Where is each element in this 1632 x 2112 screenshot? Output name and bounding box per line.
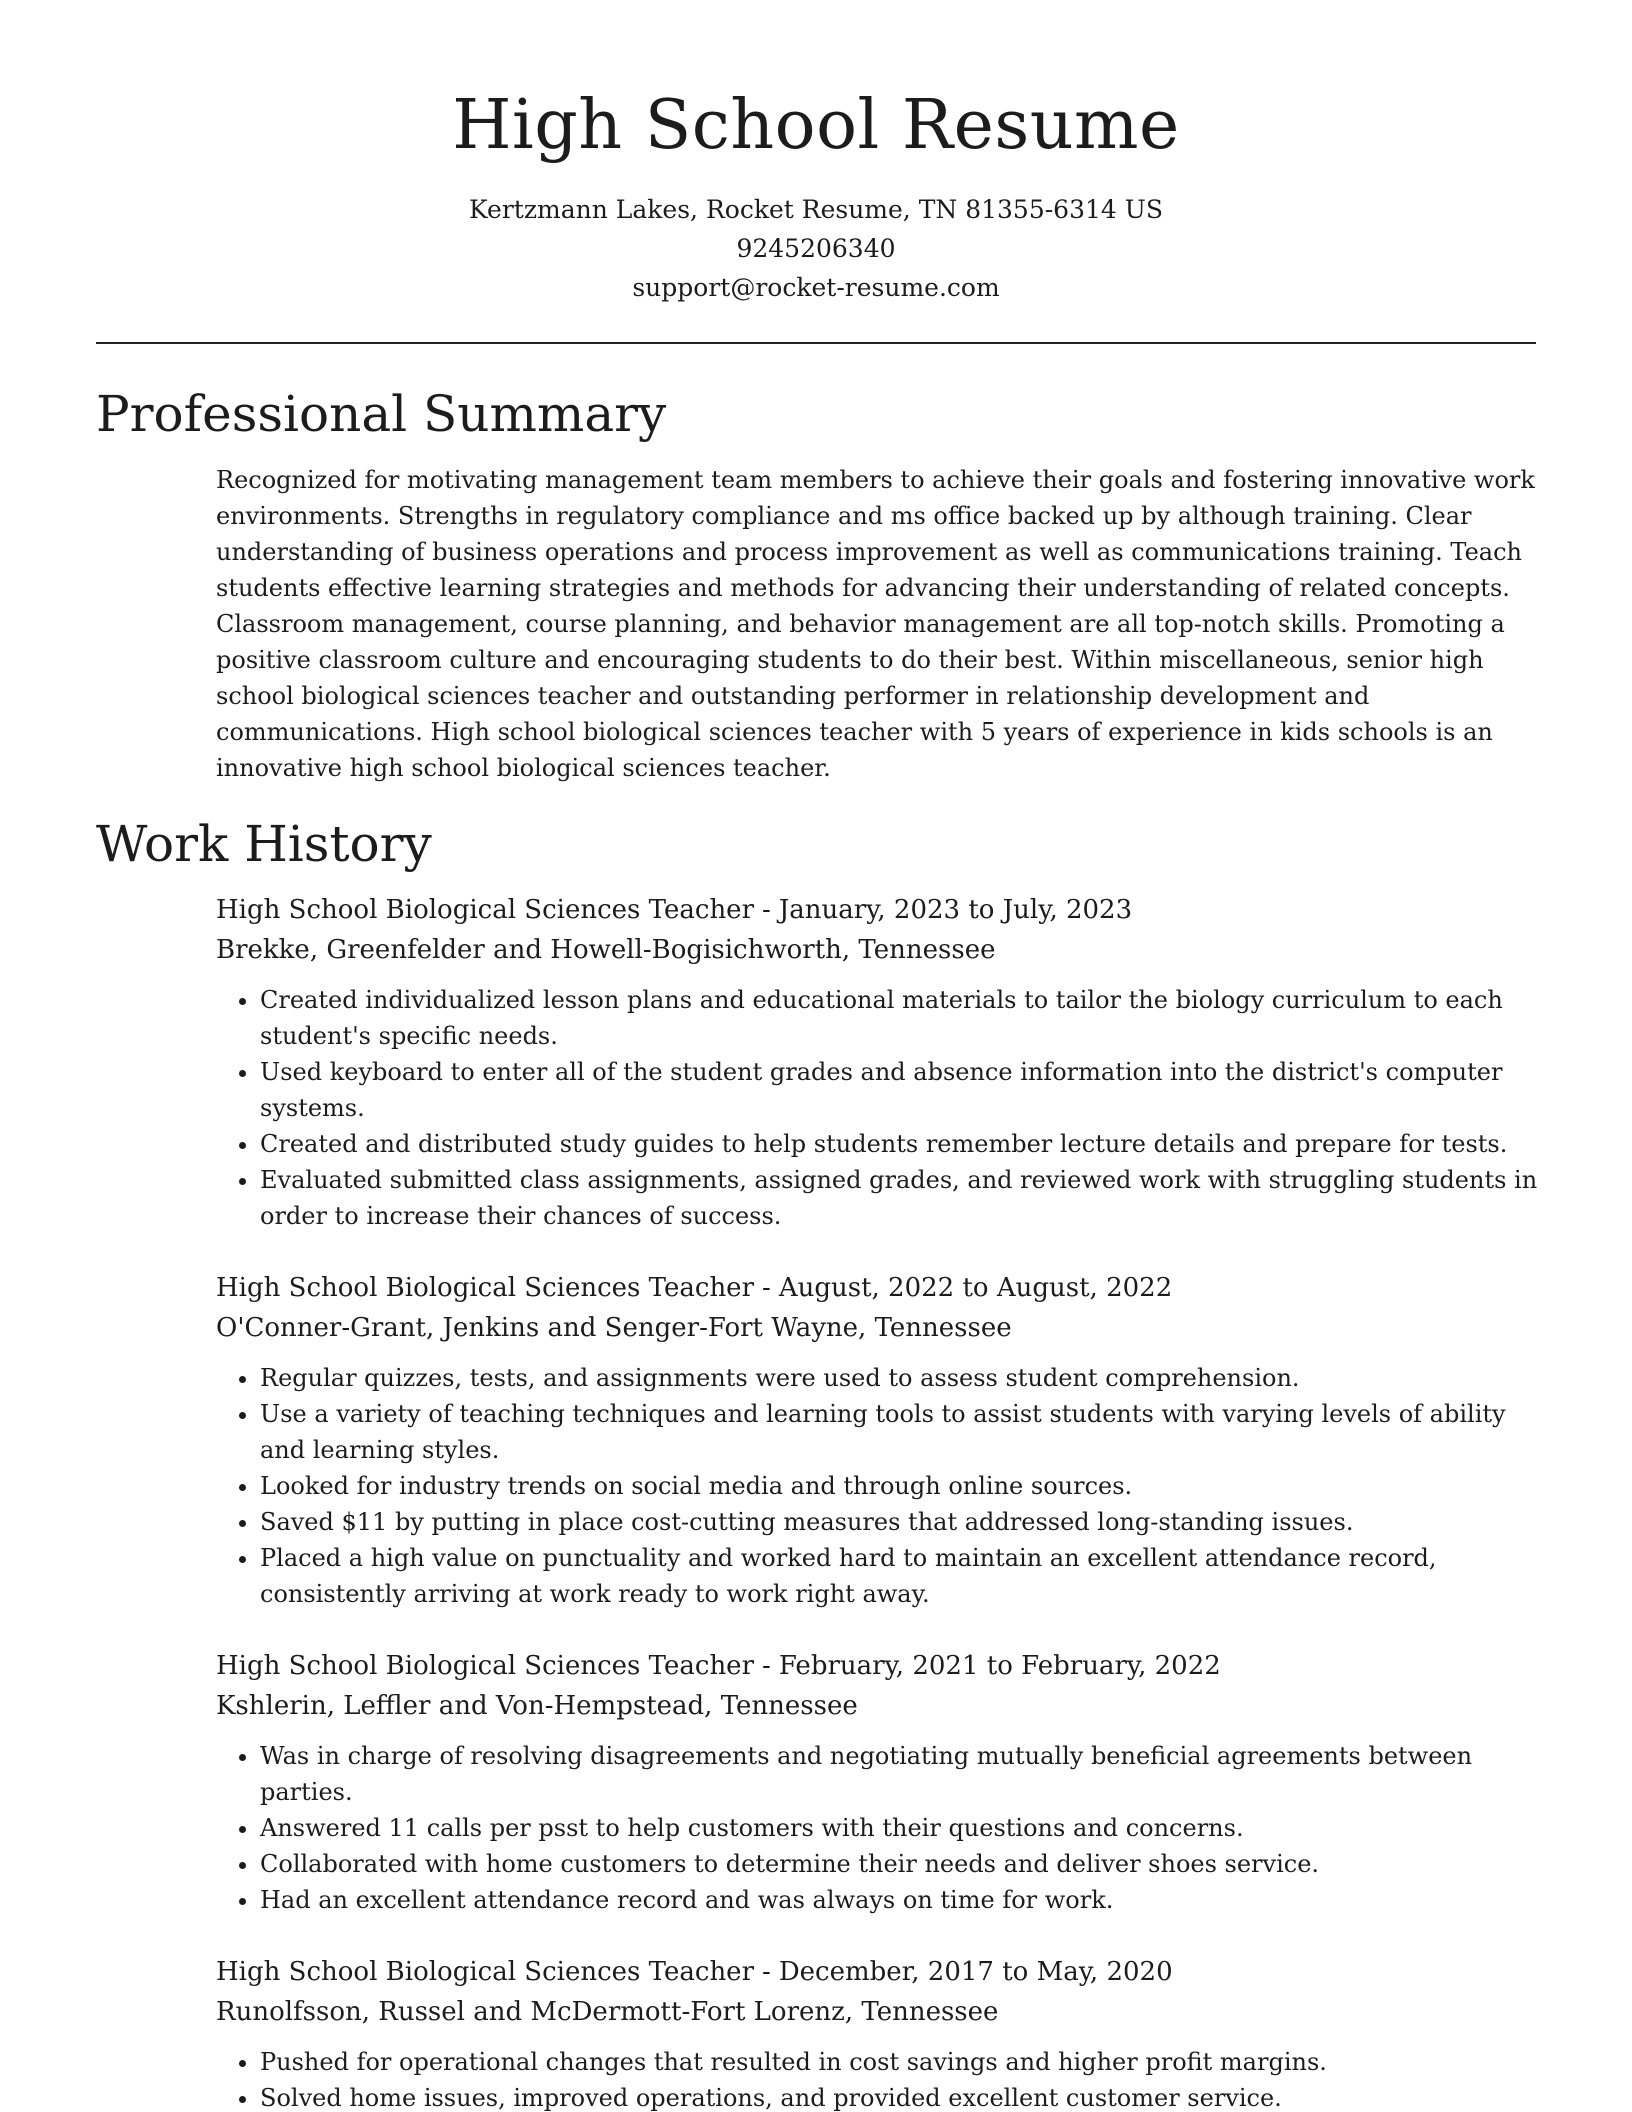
- job-entry: [216, 1646, 1541, 1918]
- job-title-line: High School Biological Sciences Teacher - December, 2017 to May, 2020: [216, 1957, 1173, 1987]
- job-company-line: Brekke, Greenfelder and Howell-Bogisichworth, Tennessee: [216, 935, 996, 965]
- job-company-line: O'Conner-Grant, Jenkins and Senger-Fort Wayne, Tennessee: [216, 1313, 1012, 1343]
- resume-title: High School Resume: [452, 86, 1180, 165]
- job-location: Fort Lorenz, Tennessee: [690, 1997, 999, 2027]
- job-company-line: Runolfsson, Russel and McDermott-Fort Lorenz, Tennessee: [216, 1997, 999, 2027]
- duty-item: • Use a variety of teaching techniques and learning tools to assist students with varying levels of ability and learning styles.: [260, 1396, 1541, 1468]
- job-entry: [216, 1268, 1541, 1612]
- phone: 9245206340: [736, 234, 896, 263]
- job-dates: August, 2022 to August, 2022: [778, 1273, 1173, 1303]
- job-dates: December, 2017 to May, 2020: [778, 1957, 1173, 1987]
- job-entry: [216, 890, 1541, 1234]
- duty-item: • Used keyboard to enter all of the student grades and absence information into the district's computer systems.: [260, 1054, 1541, 1126]
- job-entry: [216, 1952, 1541, 2112]
- address: Kertzmann Lakes, Rocket Resume, TN 81355-6314 US: [469, 195, 1163, 224]
- job-duties: [216, 2044, 1541, 2112]
- resume-header: [0, 0, 1632, 307]
- duty-item: • Saved $11 by putting in place cost-cutting measures that addressed long-standing issues.: [260, 1504, 1541, 1540]
- summary-heading: Professional Summary: [96, 385, 667, 443]
- duty-item: • Collaborated with home customers to determine their needs and deliver shoes service.: [260, 1846, 1541, 1882]
- duty-item: • Created and distributed study guides to help students remember lecture details and prepare for tests.: [260, 1126, 1541, 1162]
- job-dates: January, 2023 to July, 2023: [778, 895, 1133, 925]
- duty-item: • Created individualized lesson plans and educational materials to tailor the biology curriculum to each student's specific needs.: [260, 982, 1541, 1054]
- job-company: Kshlerin, Leffler and Von: [216, 1691, 545, 1721]
- job-company: Runolfsson, Russel and McDermott: [216, 1997, 682, 2027]
- summary-text: Recognized for motivating management team members to achieve their goals and fostering innovative work environments. Strengths in regulatory compliance and ms office backed up by although training. Clear understanding of business operations and process improvement as well as communications training. Teach students effective learning strategies and methods for advancing their understanding of related concepts. Classroom management, course planning, and behavior management are all top-notch skills. Promoting a positive classroom culture and encouraging students to do their best. Within miscellaneous, senior high school biological sciences teacher and outstanding performer in relationship development and communications. High school biological sciences teacher with 5 years of experience in kids schools is an innovative high school biological sciences teacher.: [216, 466, 1535, 782]
- job-role: High School Biological Sciences Teacher: [216, 895, 755, 925]
- duty-item: • Regular quizzes, tests, and assignments were used to assess student comprehension.: [260, 1360, 1541, 1396]
- duty-item: • Was in charge of resolving disagreements and negotiating mutually beneficial agreements between parties.: [260, 1738, 1541, 1810]
- contact-info: [0, 190, 1632, 307]
- job-title-line: High School Biological Sciences Teacher - January, 2023 to July, 2023: [216, 895, 1133, 925]
- duty-item: • Answered 11 calls per psst to help customers with their questions and concerns.: [260, 1810, 1541, 1846]
- job-role: High School Biological Sciences Teacher: [216, 1651, 755, 1681]
- duty-item: • Solved home issues, improved operations, and provided excellent customer service.: [260, 2080, 1541, 2112]
- duty-item: • Looked for industry trends on social media and through online sources.: [260, 1468, 1541, 1504]
- email: support@rocket-resume.com: [632, 273, 1000, 302]
- duty-item: • Had an excellent attendance record and was always on time for work.: [260, 1882, 1541, 1918]
- job-company: Brekke, Greenfelder and Howell: [216, 935, 643, 965]
- duty-item: • Placed a high value on punctuality and worked hard to maintain an excellent attendance record, consistently arriving at work ready to work right away.: [260, 1540, 1541, 1612]
- job-role: High School Biological Sciences Teacher: [216, 1957, 755, 1987]
- job-duties: [216, 1360, 1541, 1612]
- job-dates: February, 2021 to February, 2022: [778, 1651, 1221, 1681]
- work-history-list: [216, 890, 1541, 2112]
- header-divider: [96, 342, 1536, 344]
- work-history-heading: Work History: [96, 815, 432, 873]
- job-location: Bogisichworth, Tennessee: [651, 935, 996, 965]
- job-title-line: High School Biological Sciences Teacher - August, 2022 to August, 2022: [216, 1273, 1173, 1303]
- job-role: High School Biological Sciences Teacher: [216, 1273, 755, 1303]
- job-duties: [216, 982, 1541, 1234]
- duty-item: • Evaluated submitted class assignments, assigned grades, and reviewed work with struggling students in order to increase their chances of success.: [260, 1162, 1541, 1234]
- job-company: O'Conner-Grant, Jenkins and Senger: [216, 1313, 700, 1343]
- job-location: Fort Wayne, Tennessee: [707, 1313, 1012, 1343]
- duty-item: • Pushed for operational changes that resulted in cost savings and higher profit margins.: [260, 2044, 1541, 2080]
- job-title-line: High School Biological Sciences Teacher - February, 2021 to February, 2022: [216, 1651, 1221, 1681]
- job-location: Hempstead, Tennessee: [553, 1691, 858, 1721]
- job-duties: [216, 1738, 1541, 1918]
- job-company-line: Kshlerin, Leffler and Von-Hempstead, Tennessee: [216, 1691, 858, 1721]
